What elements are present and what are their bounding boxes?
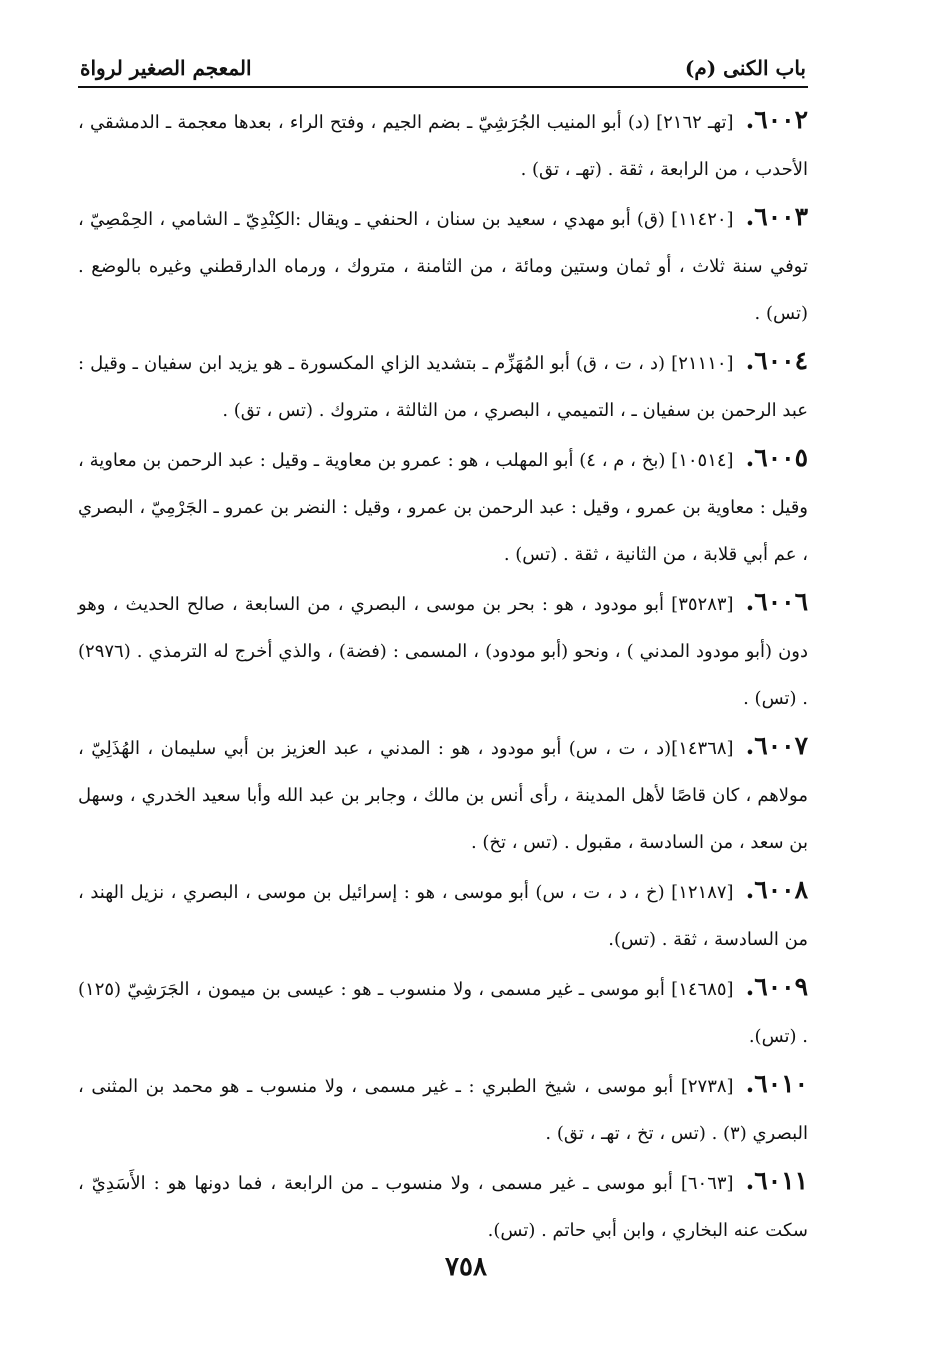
entry-6007 [78, 722, 808, 866]
entry-6006 [78, 578, 808, 722]
entry-text: [١٤٦٨٥] أبو موسى ـ غير مسمى ، ولا منسوب ـ هو : عيسى بن ميمون ، الجَرَشِيّ (١٢٥) . (تس). [78, 979, 808, 1047]
entry-number: ٦٠١٠. [745, 1069, 808, 1098]
entry-number: ٦٠٠٦. [745, 587, 808, 616]
book-page [78, 40, 808, 1340]
entry-6003 [78, 193, 808, 337]
book-title: المعجم الصغير لرواة [80, 56, 252, 80]
entry-6010 [78, 1060, 808, 1157]
entry-6002 [78, 96, 808, 193]
entry-text: [٦٠٦٣] أبو موسى ـ غير مسمى ، ولا منسوب ـ من الرابعة ، فما دونها هو : الأَسَدِيّ ، سكت عنه البخاري ، وابن أبي حاتم . (تس). [78, 1173, 808, 1241]
entry-number: ٦٠١١. [745, 1166, 808, 1195]
entry-text: [٣٥٢٨٣] أبو مودود ، هو : بحر بن موسى ، البصري ، من السابعة ، صالح الحديث ، وهو دون (أبو مودود المدني ) ، ونحو (أبو مودود) ، المسمى : (فضة) ، والذي أخرج له الترمذي . (٢٩٧٦) . (تس) . [78, 594, 808, 709]
entry-text: [٢١١١٠] (د ، ت ، ق) أبو المُهَزِّم ـ بتشديد الزاي المكسورة ـ هو يزيد ابن سفيان ـ وقيل : عبد الرحمن بن سفيان ـ ، التميمي ، البصري ، من الثالثة ، متروك . (تس ، تق) . [78, 353, 808, 421]
entry-6005 [78, 434, 808, 578]
entry-number: ٦٠٠٧. [745, 731, 808, 760]
entry-text: [١١٤٢٠] (ق) أبو مهدي ، سعيد بن سنان ، الحنفي ـ ويقال :الكِنْدِيّ ـ الشامي ، الحِمْصِيّ ، توفي سنة ثلاث ، أو ثمان وستين ومائة ، من الثامنة ، متروك ، ورماه الدارقطني وغيره بالوضع . (تس) . [78, 209, 808, 324]
running-header [78, 40, 808, 88]
entry-6004 [78, 337, 808, 434]
entries-list [78, 96, 808, 1254]
entry-text: [٢٧٣٨] أبو موسى ، شيخ الطبري : ـ غير مسمى ، ولا منسوب ـ هو محمد بن المثنى ، البصري (٣) . (تس ، تخ ، تهـ ، تق) . [78, 1076, 808, 1144]
entry-number: ٦٠٠٩. [745, 972, 808, 1001]
entry-number: ٦٠٠٨. [745, 875, 808, 904]
chapter-title: باب الكنى (م) [684, 56, 806, 80]
entry-text: [١٠٥١٤] (بخ ، م ، ٤) أبو المهلب ، هو : عمرو بن معاوية ـ وقيل : عبد الرحمن بن معاوية ، وقيل : معاوية بن عمرو ، وقيل : عبد الرحمن بن عمرو ، وقيل : النضر بن عمرو ـ الجَرْمِيّ ، البصري ، عم أبي قلابة ، من الثانية ، ثقة . (تس) . [78, 450, 808, 565]
page-number: ٧٥٨ [445, 1252, 487, 1282]
entry-number: ٦٠٠٥. [745, 443, 809, 472]
entry-text: [تهـ ٢١٦٢] (د) أبو المنيب الجُرَشِيّ ـ بضم الجيم ، وفتح الراء ، بعدها معجمة ـ الدمشقي ، الأحدب ، من الرابعة ، ثقة . (تهـ ، تق) . [78, 112, 808, 180]
entry-number: ٦٠٠٤. [745, 346, 808, 375]
entry-number: ٦٠٠٣. [745, 202, 808, 231]
entry-number: ٦٠٠٢. [745, 105, 809, 134]
entry-text: [١٢١٨٧] (خ ، د ، ت ، س) أبو موسى ، هو : إسرائيل بن موسى ، البصري ، نزيل الهند ، من السادسة ، ثقة . (تس). [78, 882, 808, 950]
entry-text: [١٤٣٦٨](د ، ت ، س) أبو مودود ، هو : المدني ، عبد العزيز بن أبي سليمان ، الهُذَلِيّ ، مولاهم ، كان قاصًا لأهل المدينة ، رأى أنس بن مالك ، وجابر بن عبد الله وأبا سعيد الخدري ، وسهل بن سعد ، من السادسة ، مقبول . (تس ، تخ) . [78, 738, 808, 853]
entry-6009 [78, 963, 808, 1060]
entry-6011 [78, 1157, 808, 1254]
entry-6008 [78, 866, 808, 963]
